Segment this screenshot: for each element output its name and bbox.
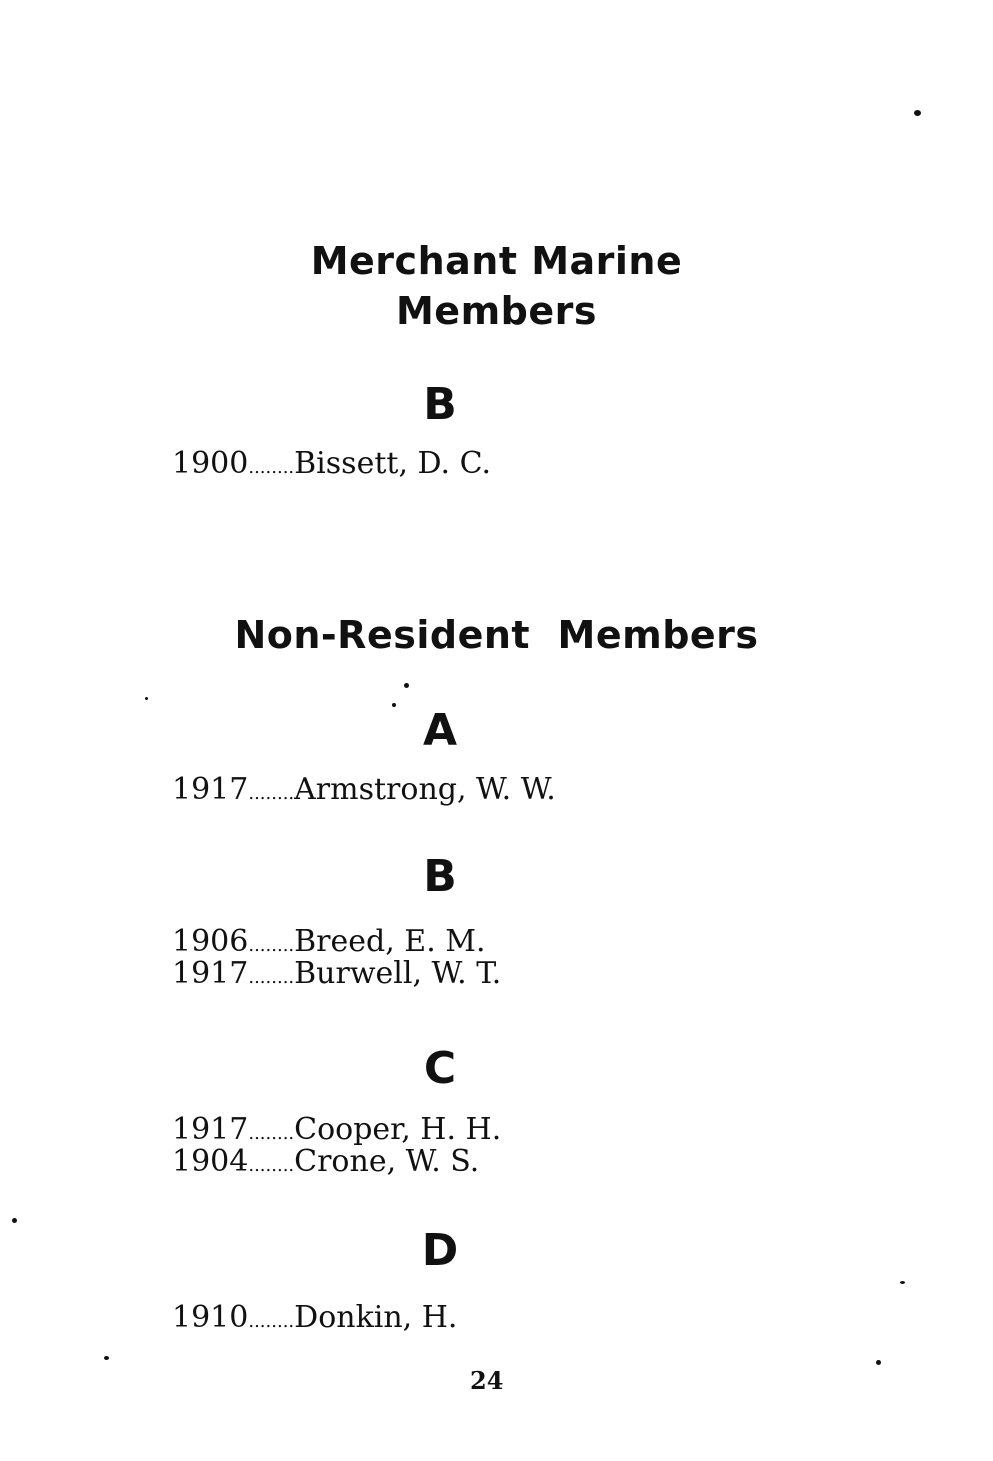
member-entry (172, 774, 556, 810)
scan-speck (12, 1218, 17, 1223)
entry-name: Burwell, W. T. (294, 956, 502, 991)
member-entry (172, 1302, 457, 1338)
entry-name: Cooper, H. H. (294, 1112, 502, 1147)
leader-dots: ........ (248, 967, 295, 988)
entry-name: Armstrong, W. W. (294, 772, 556, 807)
entry-name: Breed, E. M. (294, 924, 486, 959)
entry-year: 1904 (172, 1144, 249, 1179)
entry-name: Bissett, D. C. (294, 446, 491, 481)
member-entry (172, 958, 501, 994)
scan-speck (404, 683, 409, 688)
letter-heading-c: C (423, 1043, 457, 1094)
section-title-non-resident: Non-Resident Members (234, 613, 759, 657)
section-title-merchant-marine-line1: Merchant Marine (310, 239, 683, 283)
entry-year: 1910 (172, 1300, 249, 1335)
leader-dots: ........ (248, 783, 295, 804)
letter-heading-d: D (421, 1225, 459, 1276)
leader-dots: ........ (248, 1123, 295, 1144)
entry-year: 1917 (172, 772, 249, 807)
leader-dots: ........ (248, 935, 295, 956)
member-entry (172, 1146, 479, 1182)
letter-heading-b: B (423, 851, 457, 902)
section-title-merchant-marine-line2: Members (395, 289, 597, 333)
letter-heading-a: A (422, 705, 458, 756)
leader-dots: ........ (248, 1155, 295, 1176)
scan-speck (914, 110, 921, 116)
scan-speck (145, 697, 148, 700)
entry-name: Donkin, H. (294, 1300, 458, 1335)
entry-year: 1906 (172, 924, 249, 959)
letter-heading-b: B (423, 379, 457, 430)
scan-speck (876, 1360, 881, 1365)
leader-dots: ........ (248, 457, 295, 478)
member-entry (172, 448, 491, 484)
leader-dots: ........ (248, 1311, 295, 1332)
scan-speck (900, 1281, 905, 1284)
entry-year: 1917 (172, 956, 249, 991)
page-number: 24 (470, 1366, 504, 1395)
scan-speck (104, 1356, 109, 1360)
entry-year: 1917 (172, 1112, 249, 1147)
entry-name: Crone, W. S. (294, 1144, 480, 1179)
scan-speck (392, 703, 396, 707)
entry-year: 1900 (172, 446, 249, 481)
